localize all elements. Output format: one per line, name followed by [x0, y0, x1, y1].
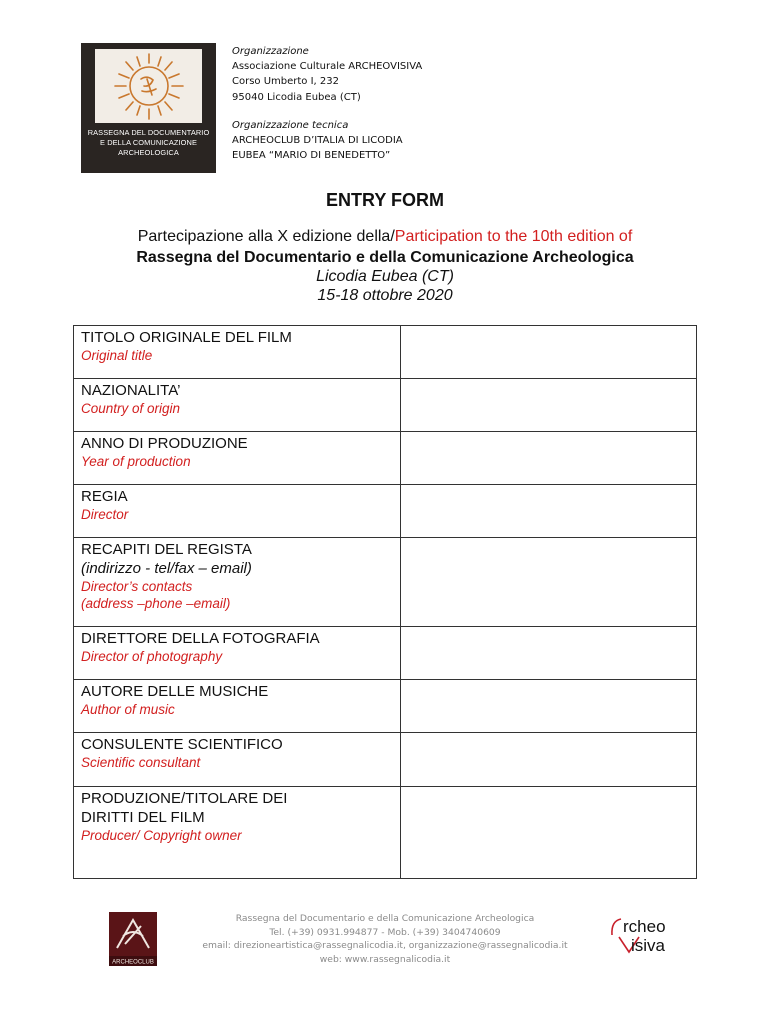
event-location: Licodia Eubea (CT)	[316, 268, 454, 285]
archeovisiva-logo-icon	[609, 915, 681, 955]
field-label-italian: AUTORE DELLE MUSICHE	[81, 683, 269, 700]
form-row	[74, 379, 697, 432]
logo-line: RASSEGNA DEL DOCUMENTARIO	[87, 128, 210, 137]
original-title-field[interactable]	[401, 326, 697, 379]
form-row	[74, 733, 697, 787]
tech-org-line: EUBEA “MARIO DI BENEDETTO”	[232, 150, 391, 162]
tech-org-label: Organizzazione tecnica	[232, 119, 349, 131]
archeo-word: rcheo	[623, 917, 666, 936]
form-row	[74, 326, 697, 379]
event-dates: 15-18 ottobre 2020	[317, 287, 453, 304]
org-line: Associazione Culturale ARCHEOVISIVA	[232, 61, 423, 73]
field-label	[74, 680, 401, 733]
field-label-italian: PRODUZIONE/TITOLARE DEI	[81, 790, 288, 807]
field-label-italian: DIRETTORE DELLA FOTOGRAFIA	[81, 630, 320, 647]
organizer-info	[232, 44, 422, 163]
subtitle-line-1	[0, 228, 770, 246]
form-row	[74, 432, 697, 485]
subtitle-italian: Partecipazione alla X edizione della/	[137, 228, 395, 245]
page-title: ENTRY FORM	[325, 190, 444, 210]
director-field[interactable]	[401, 485, 697, 538]
field-label	[74, 627, 401, 680]
footer-email: email: direzioneartistica@rassegnalicodia.it, organizzazione@rassegnalicodia.it	[202, 940, 568, 951]
field-label-italian: REGIA	[81, 488, 128, 505]
field-label-italian: TITOLO ORIGINALE DEL FILM	[81, 329, 292, 346]
field-label-english: Director	[81, 507, 129, 522]
field-label-english: Author of music	[81, 702, 175, 717]
field-label	[74, 538, 401, 627]
sun-drawing-icon	[95, 49, 202, 123]
org-line: 95040 Licodia Eubea (CT)	[232, 91, 361, 103]
field-label-english: Director’s contacts	[81, 579, 193, 594]
form-row	[74, 680, 697, 733]
field-label-italian: ANNO DI PRODUZIONE	[81, 435, 248, 452]
field-label-english: Scientific consultant	[81, 755, 201, 770]
footer-web: web: www.rassegnalicodia.it	[319, 953, 451, 965]
field-label-italian: NAZIONALITA’	[81, 382, 181, 399]
field-label-italian-sub: DIRITTI DEL FILM	[81, 809, 205, 826]
field-label-italian: RECAPITI DEL REGISTA	[81, 541, 252, 558]
field-label-english-sub: (address –phone –email)	[81, 596, 231, 611]
tech-org-line: ARCHEOCLUB D’ITALIA DI LICODIA	[232, 135, 403, 147]
author-of-music-field[interactable]	[401, 680, 697, 733]
visiva-word: isiva	[631, 936, 666, 955]
footer-line: Tel. (+39) 0931.994877 - Mob. (+39) 3404740609	[269, 926, 501, 938]
org-line: Corso Umberto I, 232	[232, 76, 340, 88]
field-label	[74, 485, 401, 538]
field-label	[74, 432, 401, 485]
field-label-italian-sub: (indirizzo - tel/fax – email)	[81, 560, 252, 577]
logo-line: E DELLA COMUNICAZIONE	[100, 138, 197, 147]
field-label	[74, 326, 401, 379]
festival-logo	[81, 43, 216, 173]
producer-copyright-field[interactable]	[401, 787, 697, 879]
form-row	[74, 627, 697, 680]
event-name: Rassegna del Documentario e della Comunicazione Archeologica	[136, 249, 634, 266]
field-label	[74, 379, 401, 432]
org-label: Organizzazione	[232, 46, 309, 57]
field-label-english: Director of photography	[81, 649, 223, 664]
form-row	[74, 485, 697, 538]
archeoclub-logo-text: ARCHEOCLUB	[112, 959, 154, 966]
footer-contact	[180, 912, 590, 966]
year-of-production-field[interactable]	[401, 432, 697, 485]
field-label	[74, 733, 401, 787]
director-contacts-field[interactable]	[401, 538, 697, 627]
logo-caption	[81, 128, 216, 158]
archeoclub-logo-icon	[109, 912, 157, 968]
form-row	[74, 787, 697, 879]
footer-line: Rassegna del Documentario e della Comunicazione Archeologica	[235, 913, 535, 924]
form-row	[74, 538, 697, 627]
country-of-origin-field[interactable]	[401, 379, 697, 432]
field-label	[74, 787, 401, 879]
entry-form-table	[73, 325, 697, 879]
director-of-photography-field[interactable]	[401, 627, 697, 680]
subtitle-english: Participation to the 10th edition of	[394, 228, 633, 245]
field-label-english: Country of origin	[81, 401, 181, 416]
field-label-english: Producer/ Copyright owner	[81, 828, 242, 843]
field-label-italian: CONSULENTE SCIENTIFICO	[81, 736, 283, 753]
field-label-english: Original title	[81, 348, 153, 363]
logo-line: ARCHEOLOGICA	[118, 148, 179, 157]
scientific-consultant-field[interactable]	[401, 733, 697, 787]
field-label-english: Year of production	[81, 454, 191, 469]
